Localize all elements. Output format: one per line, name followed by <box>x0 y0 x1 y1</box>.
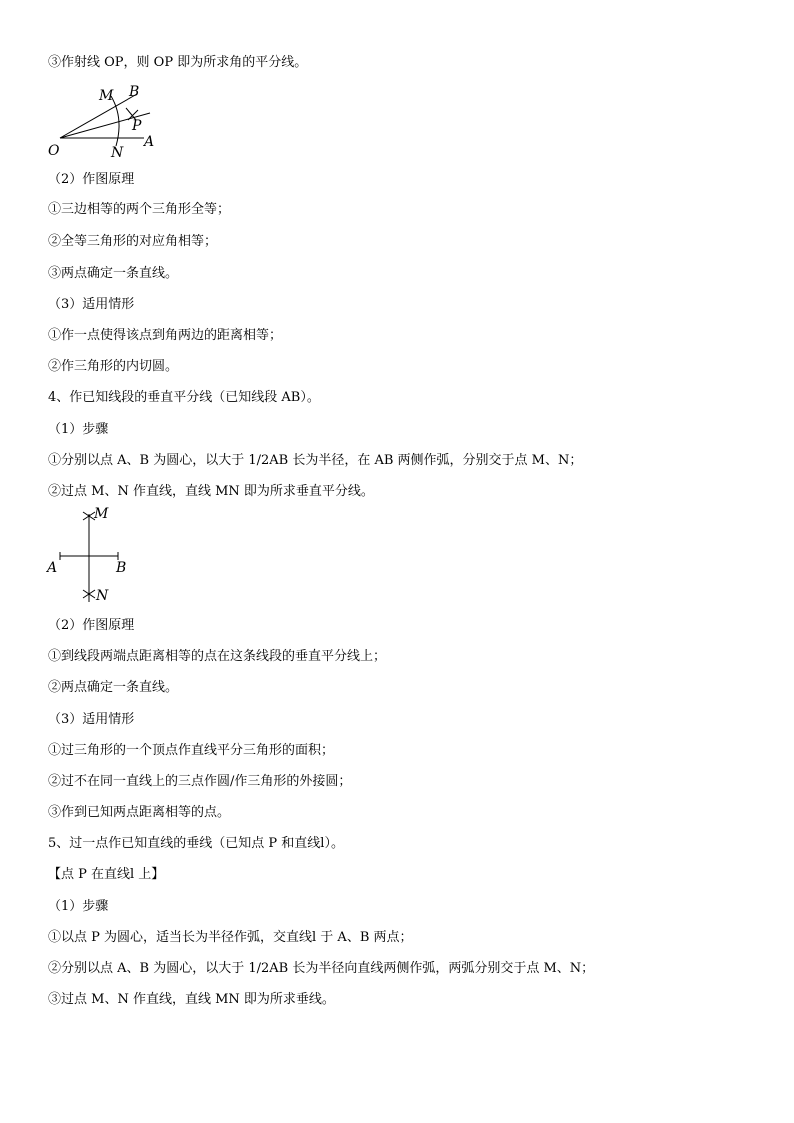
text-line: ②分别以点 A、B 为圆心，以大于 1/2AB 长为半径向直线两侧作弧，两弧分别交于点 M、N； <box>48 961 595 976</box>
label-o: O <box>48 143 60 159</box>
label-b: B <box>129 84 140 100</box>
text-line: ②作三角形的内切圆。 <box>48 359 179 374</box>
text-line: ①到线段两端点距离相等的点在这条线段的垂直平分线上； <box>48 649 387 664</box>
text-line: ①分别以点 A、B 为圆心，以大于 1/2AB 长为半径，在 AB 两侧作弧，分别交于点 M、N； <box>48 453 583 468</box>
text-line: （2）作图原理 <box>48 172 135 187</box>
text-line: ③两点确定一条直线。 <box>48 266 179 281</box>
text-line: ①三边相等的两个三角形全等； <box>48 202 231 217</box>
label-b: B <box>116 560 127 576</box>
text-line: ③作到已知两点距离相等的点。 <box>48 805 231 820</box>
text-line: ②两点确定一条直线。 <box>48 680 179 695</box>
label-p: P <box>132 118 142 134</box>
perpendicular-bisector-figure <box>44 504 144 608</box>
text-line: ②过不在同一直线上的三点作圆/作三角形的外接圆； <box>48 774 352 789</box>
text-line: （1）步骤 <box>48 422 109 437</box>
angle-bisector-diagram <box>44 80 164 160</box>
text-line: 【点 P 在直线l 上】 <box>48 867 165 882</box>
label-a: A <box>47 560 58 576</box>
text-line: ②全等三角形的对应角相等； <box>48 234 218 249</box>
text-line: （1）步骤 <box>48 899 109 914</box>
label-a: A <box>144 134 155 150</box>
perpendicular-bisector-diagram <box>44 504 144 608</box>
text-line: （3）适用情形 <box>48 297 135 312</box>
text-line: ①以点 P 为圆心，适当长为半径作弧，交直线l 于 A、B 两点； <box>48 930 413 945</box>
label-m: M <box>94 506 109 522</box>
text-line: ①过三角形的一个顶点作直线平分三角形的面积； <box>48 743 335 758</box>
text-line: 4、作已知线段的垂直平分线（已知线段 AB）。 <box>48 390 320 405</box>
text-line: ③作射线 OP，则 OP 即为所求角的平分线。 <box>48 55 308 70</box>
label-n: N <box>96 588 109 604</box>
text-line: ②过点 M、N 作直线，直线 MN 即为所求垂直平分线。 <box>48 484 374 499</box>
text-line: ③过点 M、N 作直线，直线 MN 即为所求垂线。 <box>48 992 335 1007</box>
text-line: （2）作图原理 <box>48 618 135 633</box>
angle-bisector-figure <box>44 80 164 160</box>
text-line: 5、过一点作已知直线的垂线（已知点 P 和直线l）。 <box>48 836 344 851</box>
label-n: N <box>111 145 124 160</box>
text-line: ①作一点使得该点到角两边的距离相等； <box>48 328 283 343</box>
label-m: M <box>99 88 114 104</box>
text-line: （3）适用情形 <box>48 712 135 727</box>
